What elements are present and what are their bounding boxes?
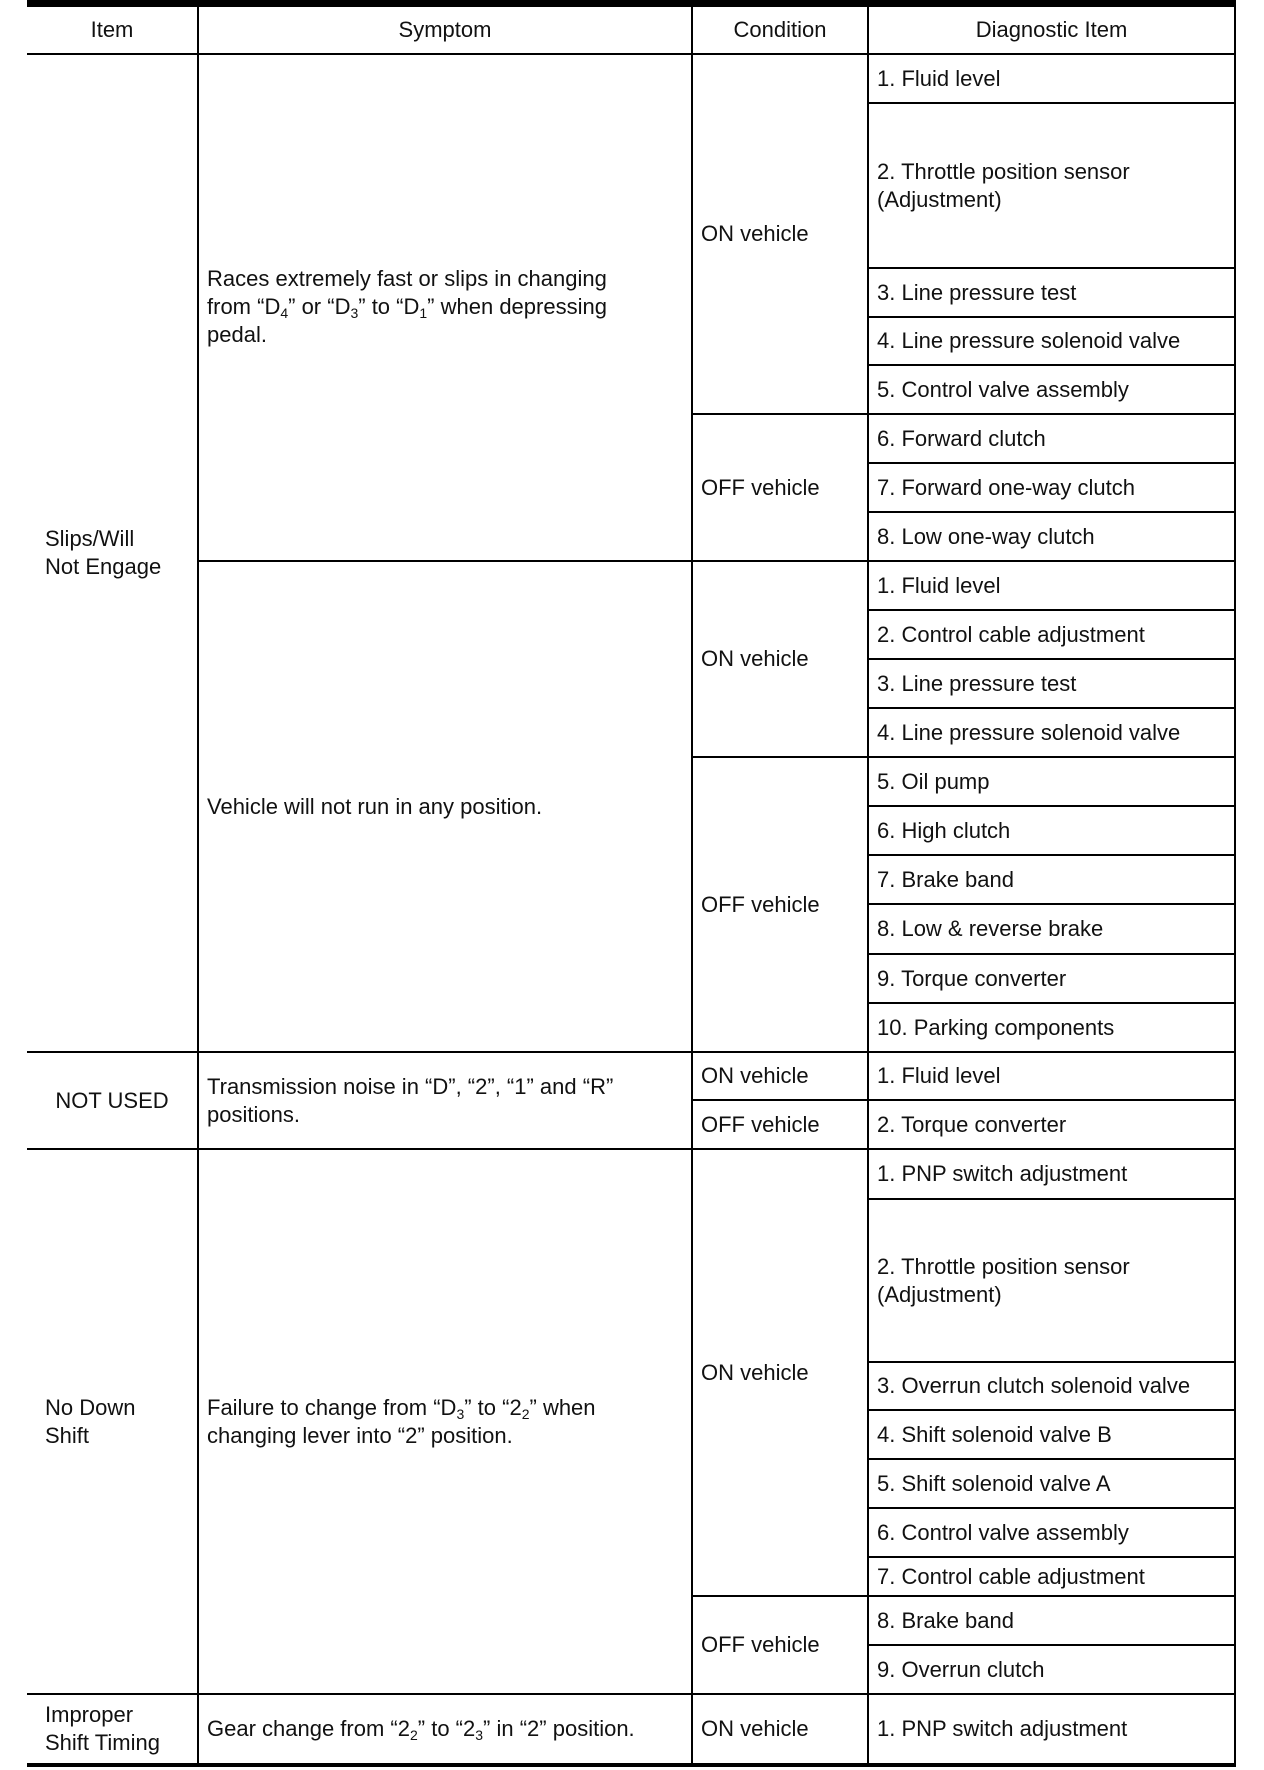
condition-slips-1: ON vehicle xyxy=(691,53,867,413)
item-cell-no-down-shift xyxy=(27,1148,197,1693)
diag-slips-11: 3. Line pressure test xyxy=(867,658,1236,707)
condition-no-down-1: ON vehicle xyxy=(691,1148,867,1595)
diag-slips-6: 6. Forward clutch xyxy=(867,413,1236,462)
symptom-cell-no-down-shift xyxy=(197,1148,691,1693)
diag-no-down-6: 6. Control valve assembly xyxy=(867,1507,1236,1556)
diag-no-down-3: 3. Overrun clutch solenoid valve xyxy=(867,1361,1236,1409)
header-item: Item xyxy=(27,5,197,53)
symptom-cell-slips-1 xyxy=(197,53,691,560)
diag-slips-3: 3. Line pressure test xyxy=(867,267,1236,316)
condition-slips-4: OFF vehicle xyxy=(691,756,867,1051)
diag-no-down-8: 8. Brake band xyxy=(867,1595,1236,1644)
diag-not-used-1: 1. Fluid level xyxy=(867,1051,1236,1099)
condition-slips-2: OFF vehicle xyxy=(691,413,867,560)
header-condition: Condition xyxy=(691,5,867,53)
diag-slips-10: 2. Control cable adjustment xyxy=(867,609,1236,658)
item-label-no-down-shift: No Down Shift xyxy=(45,1394,136,1448)
diag-slips-5: 5. Control valve assembly xyxy=(867,364,1236,413)
item-label-slips: Slips/Will Not Engage xyxy=(45,526,162,579)
diag-slips-8: 8. Low one-way clutch xyxy=(867,511,1236,560)
diag-slips-15: 7. Brake band xyxy=(867,854,1236,903)
diag-no-down-2: 2. Throttle position sensor (Adjustment) xyxy=(867,1198,1236,1361)
diag-slips-2: 2. Throttle position sensor (Adjustment) xyxy=(867,102,1236,267)
diag-slips-14: 6. High clutch xyxy=(867,805,1236,854)
diag-not-used-2: 2. Torque converter xyxy=(867,1099,1236,1148)
symptom-text-no-down-shift: Failure to change from “$D_3$” to “$2_2$” when changing lever into “2” position. xyxy=(207,1394,596,1448)
diag-slips-1: 1. Fluid level xyxy=(867,53,1236,102)
diag-slips-13: 5. Oil pump xyxy=(867,756,1236,805)
diag-no-down-5: 5. Shift solenoid valve A xyxy=(867,1458,1236,1507)
item-cell-not-used: NOT USED xyxy=(27,1051,197,1148)
symptom-cell-slips-2: Vehicle will not run in any position. xyxy=(197,560,691,1051)
condition-not-used-1: ON vehicle xyxy=(691,1051,867,1099)
condition-not-used-2: OFF vehicle xyxy=(691,1099,867,1148)
header-diagnostic-item: Diagnostic Item xyxy=(867,5,1236,53)
symptom-cell-not-used: Transmission noise in “D”, “2”, “1” and “R” positions. xyxy=(197,1051,691,1148)
diag-slips-18: 10. Parking components xyxy=(867,1002,1236,1051)
diag-no-down-9: 9. Overrun clutch xyxy=(867,1644,1236,1693)
condition-improper-1: ON vehicle xyxy=(691,1693,867,1763)
symptom-text-improper-shift: Gear change from “$2_2$” to “$2_3$” in “2” position. xyxy=(207,1716,635,1743)
symptom-text-slips-1: Races extremely fast or slips in changing from “$D_4$” or “$D_3$” to “$D_1$” when depressing pedal. xyxy=(207,266,607,347)
diag-improper-1: 1. PNP switch adjustment xyxy=(867,1693,1236,1763)
item-label-improper-shift: Improper Shift Timing xyxy=(45,1702,160,1755)
condition-no-down-2: OFF vehicle xyxy=(691,1595,867,1693)
diag-no-down-1: 1. PNP switch adjustment xyxy=(867,1148,1236,1198)
condition-slips-3: ON vehicle xyxy=(691,560,867,756)
table-bottom-rule xyxy=(27,1763,1236,1767)
diag-slips-9: 1. Fluid level xyxy=(867,560,1236,609)
diag-no-down-7: 7. Control cable adjustment xyxy=(867,1556,1236,1595)
item-cell-improper-shift xyxy=(27,1693,197,1763)
symptom-cell-improper-shift xyxy=(197,1693,691,1763)
item-cell-slips xyxy=(27,53,197,1051)
header-symptom: Symptom xyxy=(197,5,691,53)
diag-slips-7: 7. Forward one-way clutch xyxy=(867,462,1236,511)
diag-slips-17: 9. Torque converter xyxy=(867,953,1236,1002)
diag-slips-16: 8. Low & reverse brake xyxy=(867,903,1236,953)
diag-slips-12: 4. Line pressure solenoid valve xyxy=(867,707,1236,756)
diag-no-down-4: 4. Shift solenoid valve B xyxy=(867,1409,1236,1458)
diag-slips-4: 4. Line pressure solenoid valve xyxy=(867,316,1236,364)
